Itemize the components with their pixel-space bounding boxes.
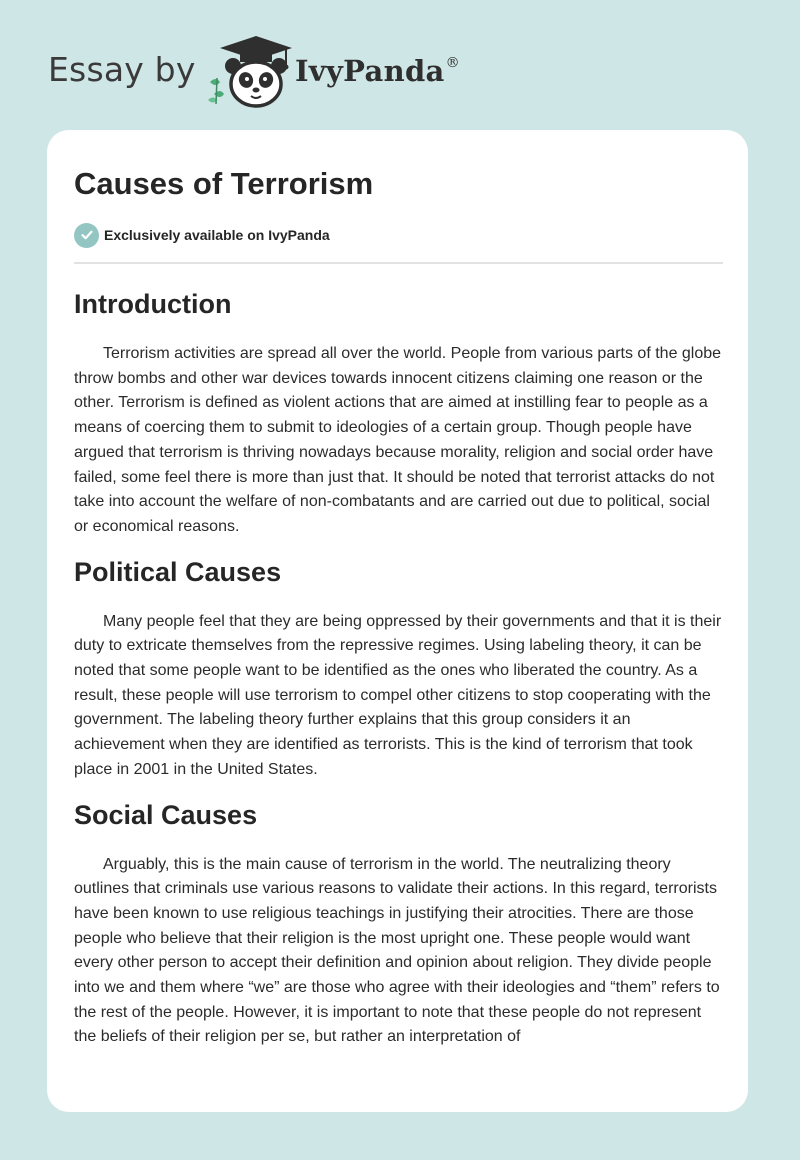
section-body-political-causes: Many people feel that they are being oppressed by their governments and that it is their duty to extricate themselves from the repressive regimes. Using labeling theory, it can be noted that some people want to be identified as the ones who liberated the country. As a result, these people will use terrorism to compel other citizens to stop cooperating with the government. The labeling theory further explains that this group considers it an achievement when they are identified as terrorists. This is the kind of terrorism that took place in 2001 in the United States. [74, 612, 722, 778]
brand-name[interactable] [295, 54, 460, 88]
section-body-introduction: Terrorism activities are spread all over the world. People from various parts of the globe throw bombs and other war devices towards innocent citizens claiming one reason or the other. Terrorism is defined as violent actions that are aimed at instilling fear to people as a means of coercing them to submit to ideologies of a certain group. Though people have argued that terrorism is thriving nowadays because morality, religion and social order have failed, some feel there is more than just that. It should be noted that terrorist attacks do not take into account the welfare of non-combatants and are carried out due to political, social or economical reasons. [74, 345, 722, 535]
title-divider [74, 262, 723, 264]
brand-text: IvyPanda [295, 54, 445, 88]
section-heading-social-causes: Social Causes [74, 799, 258, 830]
article-card [47, 130, 748, 1112]
site-header [0, 0, 800, 130]
section-body-social-causes: Arguably, this is the main cause of terrorism in the world. The neutralizing theory outlines that criminals use various reasons to validate their actions. In this regard, terrorists have been known to use religious teachings in justifying their atrocities. There are those people who believe that their religion is the most upright one. These people would want every other person to accept their definition and opinion about religion. They divide people into we and them where “we” are those who agree with their ideologies and “them” refers to the rest of the people. However, it is important to note that these people do not represent the beliefs of their religion per se, but rather an interpretation of [74, 855, 720, 1046]
section-heading-political-causes: Political Causes [74, 556, 282, 587]
exclusive-badge-label: Exclusively available on IvyPanda [104, 227, 330, 243]
exclusive-badge [74, 222, 722, 248]
essay-by-label: Essay by [48, 50, 196, 89]
section-heading-introduction: Introduction [74, 289, 232, 319]
panda-graduate-logo-icon [200, 34, 296, 110]
page-title: Causes of Terrorism [74, 166, 374, 201]
check-circle-icon [74, 223, 99, 248]
registered-mark: ® [445, 55, 460, 71]
